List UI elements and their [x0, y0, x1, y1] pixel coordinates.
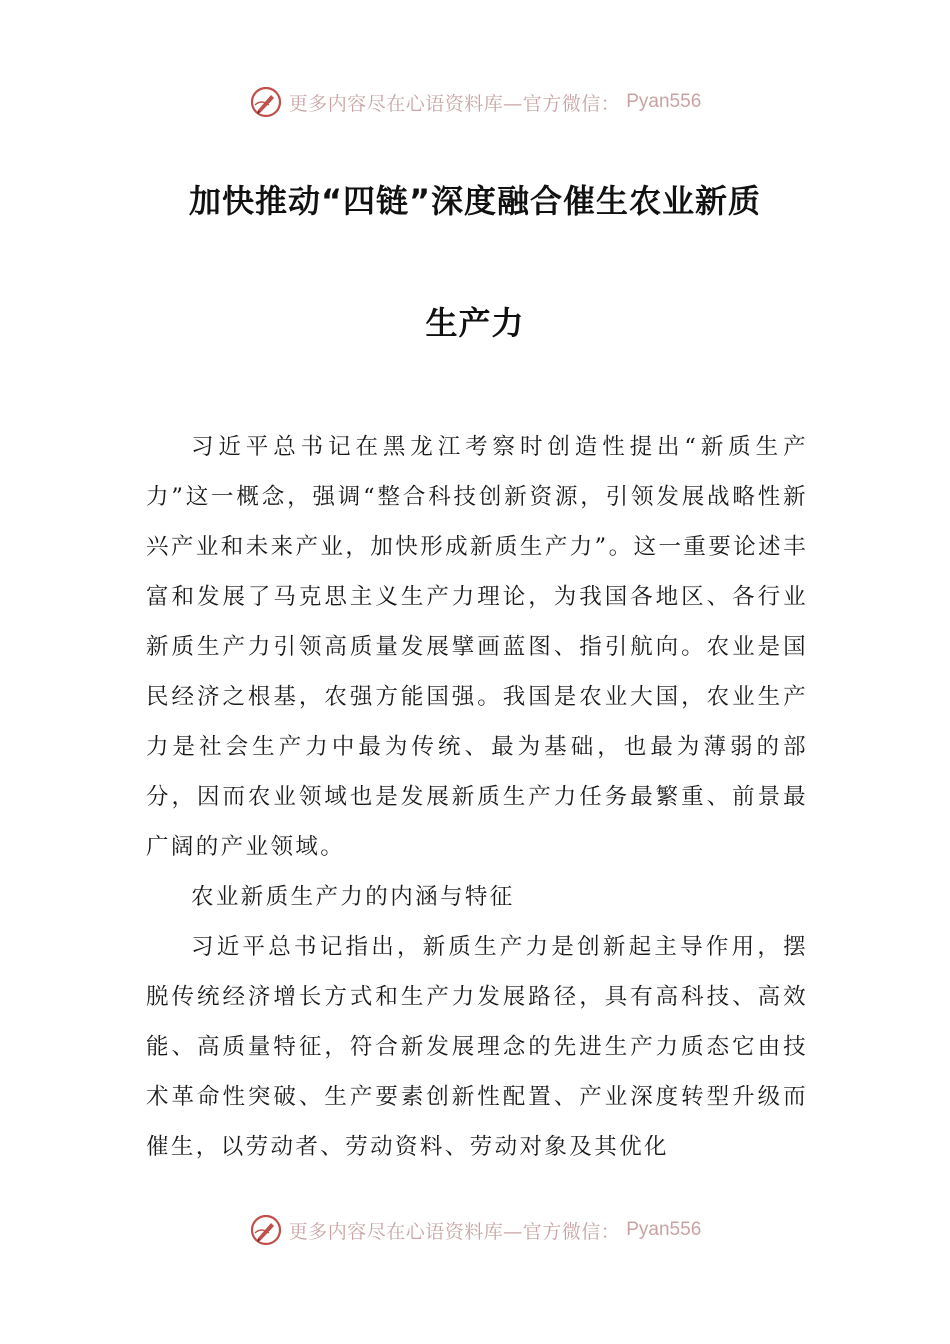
document-title-line2: 生产力	[425, 304, 525, 342]
watermark-wechat-id: Pyan556	[626, 1219, 702, 1240]
body-paragraph-2: 习近平总书记指出，新质生产力是创新起主导作用，摆脱传统经济增长方式和生产力发展路径，具有高科技、高效能、高质量特征，符合新发展理念的先进生产力质态它由技术革命性突破、生产要素创新性配置、产业深度转型升级而催生，以劳动者、劳动资料、劳动对象及其优化	[146, 934, 808, 1160]
section-heading: 农业新质生产力的内涵与特征	[191, 884, 515, 910]
watermark-wechat-id: Pyan556	[626, 91, 702, 112]
document-title-line1: 加快推动“四链”深度融合催生农业新质	[188, 182, 762, 220]
pen-logo-icon	[249, 85, 283, 119]
watermark-text: 更多内容尽在心语资料库—官方微信：	[288, 1220, 621, 1243]
document-body	[146, 422, 808, 1172]
body-paragraph-1: 习近平总书记在黑龙江考察时创造性提出“新质生产力”这一概念，强调“整合科技创新资源，引领发展战略性新兴产业和未来产业，加快形成新质生产力”。这一重要论述丰富和发展了马克思主义生产力理论，为我国各地区、各行业新质生产力引领高质量发展擘画蓝图、指引航向。农业是国民经济之根基，农强方能国强。我国是农业大国，农业生产力是社会生产力中最为传统、最为基础，也最为薄弱的部分，因而农业领域也是发展新质生产力任务最繁重、前景最广阔的产业领域。	[146, 434, 808, 860]
watermark-banner-bottom	[0, 1210, 950, 1250]
watermark-text: 更多内容尽在心语资料库—官方微信：	[288, 92, 621, 115]
pen-logo-icon	[249, 1213, 283, 1247]
watermark-banner-top	[0, 82, 950, 122]
